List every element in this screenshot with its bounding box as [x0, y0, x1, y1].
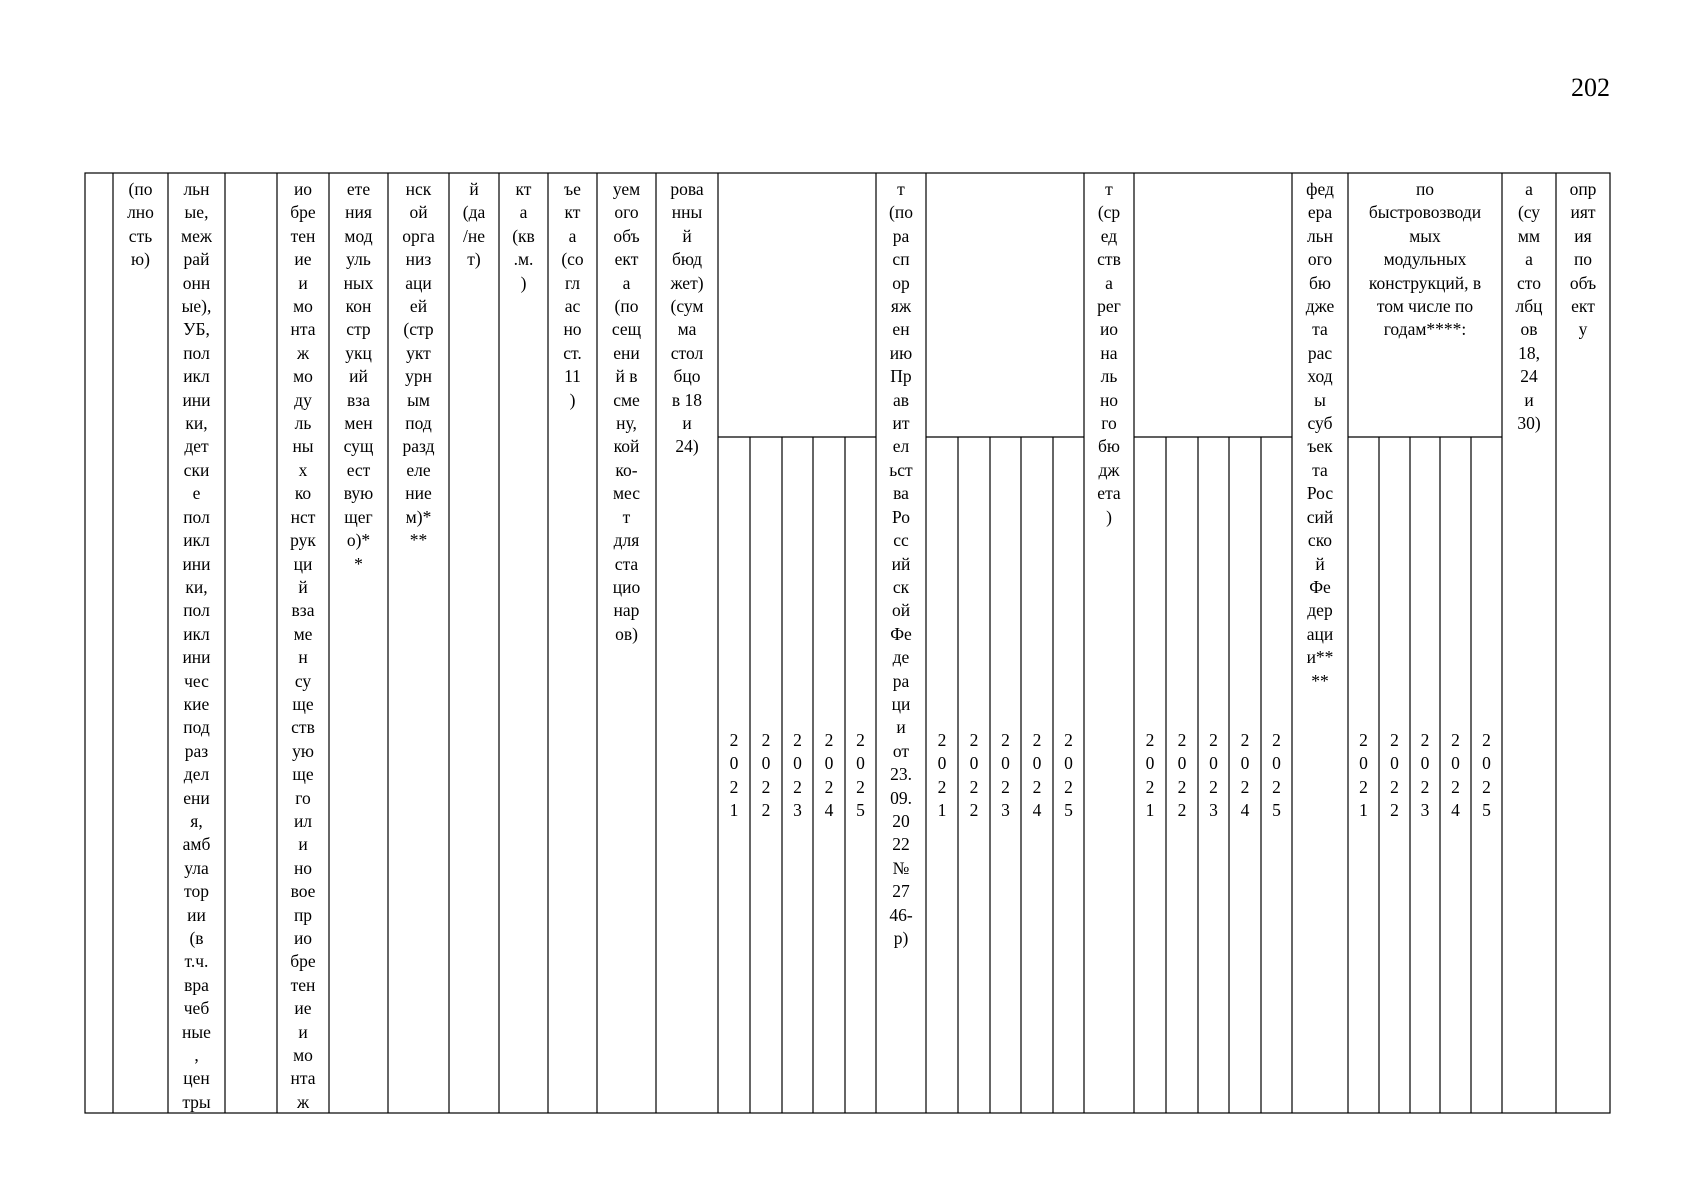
group-15-year-2025: 2 0 2 5	[1064, 730, 1073, 821]
col-19-header: по быстровозводи мых модульных конструкций, в том числе по годам****:	[1368, 179, 1482, 340]
col-20-header: а (су мм а сто лбц ов 18, 24 и 30)	[1515, 179, 1543, 434]
group-15-year-2024: 2 0 2 4	[1032, 730, 1042, 821]
col-3-header: льн ые, меж рай онн ые), УБ, пол икл ини ки, дет ски е пол икл ини ки, пол икл ини чес кие под раз дел ени я, амб ула тор ии (в т.ч. вра чеб ные , цен тры	[181, 179, 212, 1112]
col-11-header: уем ого объ ект а (по сещ ени й в сме ну, кой ко- мес т для ста цио нар ов)	[611, 179, 642, 644]
col-21-header: опр ият ия по объ ект у	[1569, 179, 1597, 340]
col-2-header: (по лно сть ю)	[127, 179, 154, 270]
group-17-year-2021: 2 0 2 1	[1145, 730, 1155, 821]
group-13-year-2024: 2 0 2 4	[824, 730, 834, 821]
col-1-header	[85, 173, 113, 178]
group-15-year-2023: 2 0 2 3	[1001, 730, 1010, 821]
group-15-year-2021: 2 0 2 1	[937, 730, 947, 821]
col-18-header: фед ера льн ого бю дже та рас ход ы суб ъек та Рос сий ско й Фе дер аци и** **	[1305, 179, 1335, 691]
col-12-header: рова нны й бюд жет) (сум ма стол бцо в 18 и 24)	[670, 179, 704, 457]
group-19-year-2023: 2 0 2 3	[1420, 730, 1430, 821]
col-7-header: нск ой орга низ аци ей (стр укт урн ым под разд еле ние м)* **	[402, 179, 435, 551]
group-19-year-2021: 2 0 2 1	[1359, 730, 1368, 821]
group-17-year-2023: 2 0 2 3	[1209, 730, 1218, 821]
col-9-header: кт а (кв .м. )	[512, 179, 535, 293]
group-15-year-2022: 2 0 2 2	[969, 730, 979, 821]
group-13-year-2021: 2 0 2 1	[729, 730, 739, 821]
col-14-header: т (по ра сп ор яж ен ию Пр ав ит ел ьст ва Ро сс ий ск ой Фе де ра ци и от 23. 09. 20 22 № 27 46- р)	[889, 179, 913, 948]
group-19-year-2025: 2 0 2 5	[1482, 730, 1491, 821]
page-number: 202	[1571, 73, 1610, 102]
group-13-year-2023: 2 0 2 3	[793, 730, 802, 821]
col-10-header: ъе кт а (со гл ас но ст. 11 )	[561, 179, 584, 410]
group-13-year-2022: 2 0 2 2	[761, 730, 771, 821]
col-4-header	[225, 173, 277, 178]
group-19-year-2024: 2 0 2 4	[1451, 730, 1460, 821]
group-19-year-2022: 2 0 2 2	[1390, 730, 1399, 821]
col-8-header: й (да /не т)	[462, 179, 486, 270]
group-13-year-2025: 2 0 2 5	[856, 730, 865, 821]
group-17-year-2022: 2 0 2 2	[1177, 730, 1187, 821]
col-5-header: ио бре тен ие и мо нта ж мо ду ль ны х ко нст рук ци й вза ме н су ще ств ую ще го ил и но вое пр ио бре тен ие и мо нта ж	[290, 179, 316, 1112]
col-6-header: ете ния мод уль ных кон стр укц ий вза мен сущ ест вую щег о)* *	[343, 179, 374, 574]
group-17-year-2025: 2 0 2 5	[1272, 730, 1281, 821]
col-16-header: т (ср ед ств а рег ио на ль но го бю дж ета )	[1097, 179, 1121, 527]
group-17-year-2024: 2 0 2 4	[1240, 730, 1250, 821]
